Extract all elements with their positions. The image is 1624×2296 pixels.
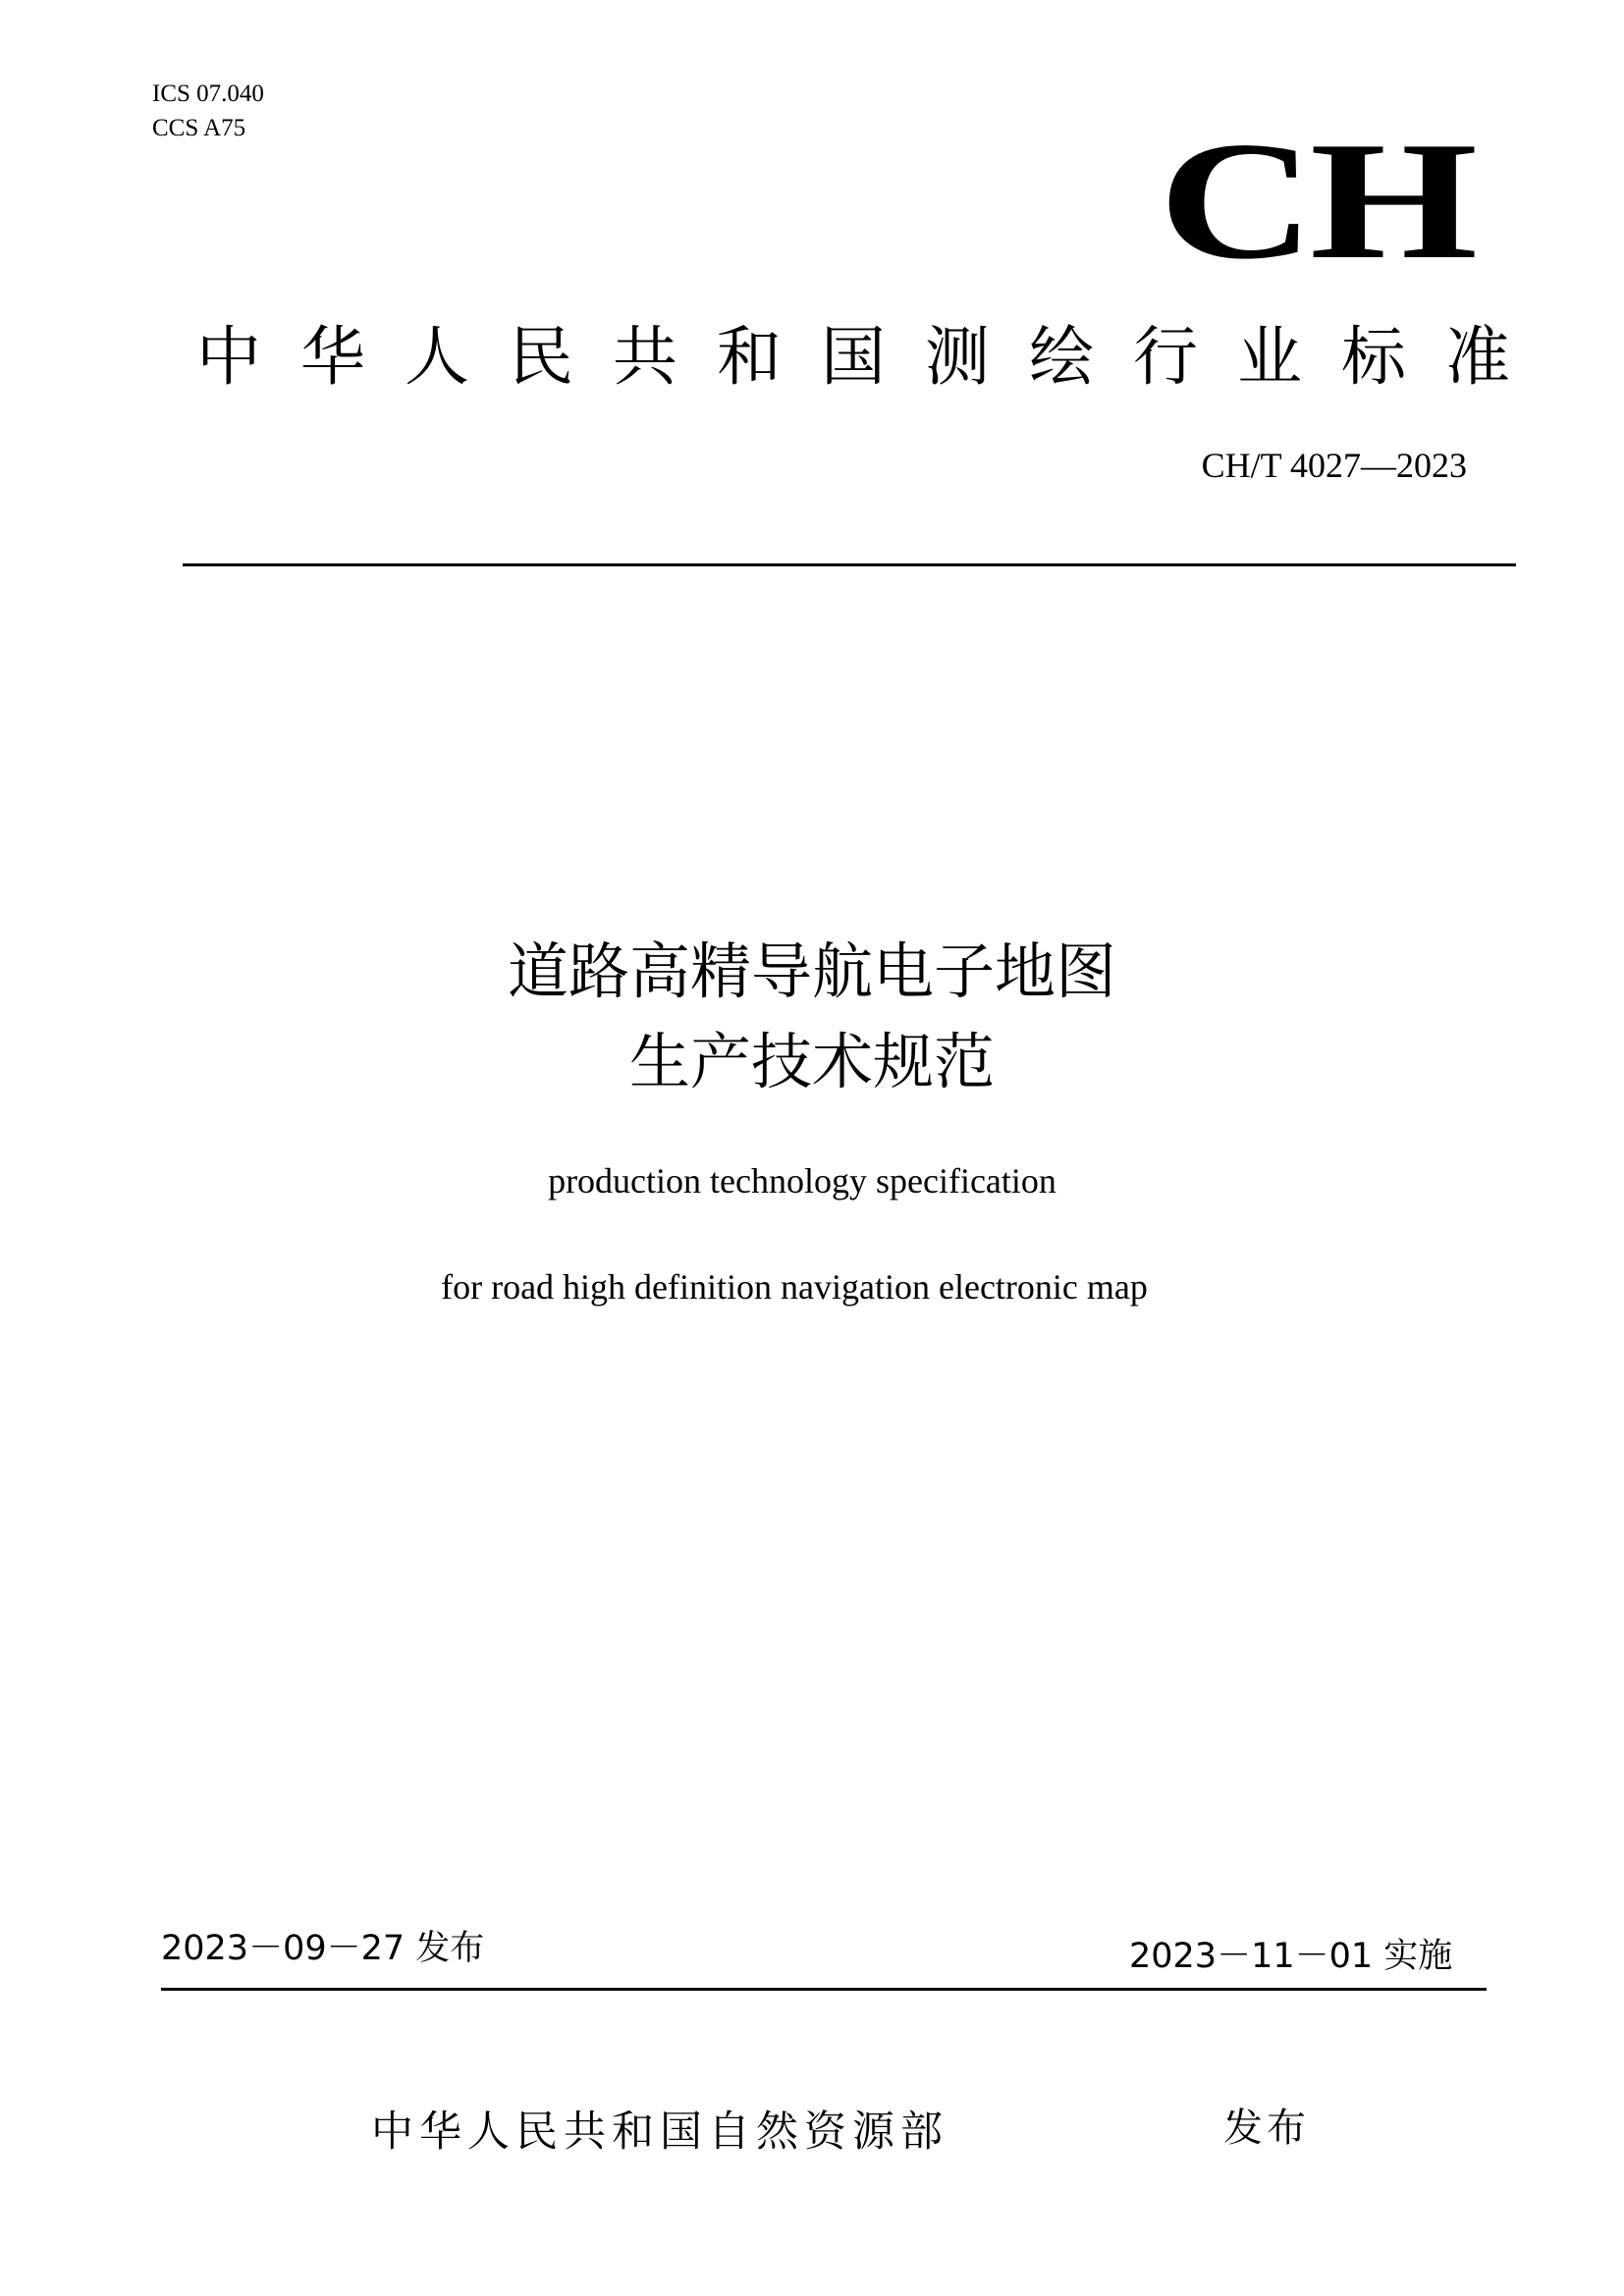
english-title-line1: production technology specification <box>548 1161 1056 1201</box>
standard-number: CH/T 4027—2023 <box>1201 446 1467 485</box>
document-title-line1: 道路高精导航电子地图 <box>507 935 1116 1007</box>
bottom-divider <box>161 1988 1487 1991</box>
top-divider <box>183 563 1516 566</box>
issue-date: 2023－09－27 发布 <box>161 1929 485 1968</box>
implementation-date: 2023－11－01 实施 <box>1129 1937 1453 1976</box>
classification-codes <box>152 77 264 145</box>
english-title-line2: for road high definition navigation electronic map <box>441 1267 1148 1307</box>
ch-logo: CH <box>1159 108 1473 294</box>
document-title-line2: 生产技术规范 <box>628 1026 995 1097</box>
issue-label: 发布 <box>1223 2106 1310 2151</box>
standard-category-title: 中华人民共和国测绘行业标准 <box>196 319 1549 395</box>
ics-code: ICS 07.040 <box>152 80 264 107</box>
ccs-code: CCS A75 <box>152 115 246 141</box>
issuing-authority: 中华人民共和国自然资源部 <box>371 2108 948 2157</box>
